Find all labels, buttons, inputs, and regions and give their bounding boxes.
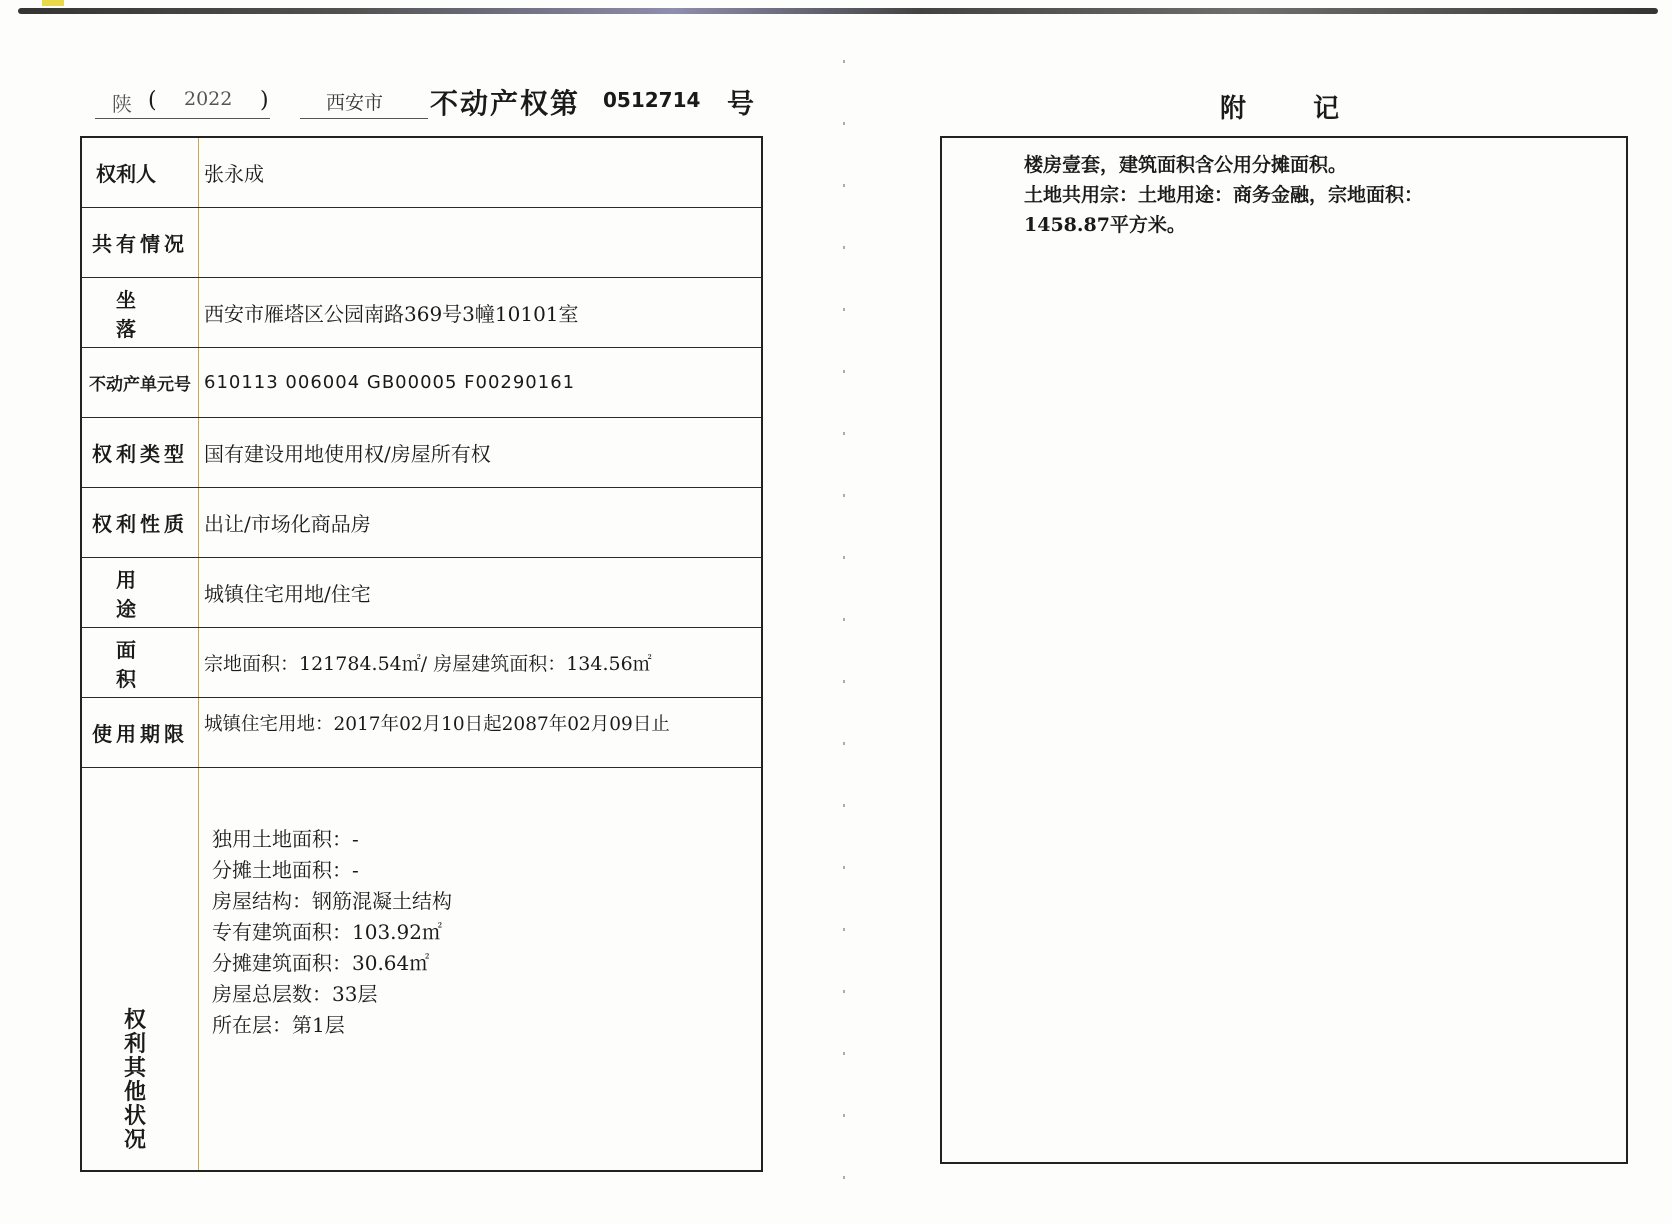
other-rights-line: 房屋结构：钢筋混凝土结构 bbox=[212, 889, 452, 913]
row-value: 宗地面积：121784.54㎡/ 房屋建筑面积：134.56㎡ bbox=[204, 653, 652, 675]
notes-text bbox=[1024, 150, 1423, 240]
row-value: 城镇住宅用地：2017年02月10日起2087年02月09日止 bbox=[204, 714, 670, 735]
row-label bbox=[82, 558, 199, 627]
notes-title bbox=[1220, 88, 1339, 125]
row-label-text: 用途 bbox=[116, 567, 170, 621]
row-label bbox=[82, 278, 199, 347]
header-city: 西安市 bbox=[326, 92, 384, 114]
row-owner bbox=[82, 138, 761, 208]
other-rights-line: 分摊建筑面积：30.64㎡ bbox=[212, 951, 430, 975]
notes-box bbox=[940, 136, 1628, 1164]
row-usage bbox=[82, 558, 761, 628]
certificate-table bbox=[80, 136, 763, 1172]
row-label-text: 共有情况 bbox=[92, 232, 188, 256]
header-right-paren: ) bbox=[260, 88, 269, 113]
header-hao: 号 bbox=[727, 89, 754, 120]
other-rights-list bbox=[212, 824, 452, 1041]
row-label bbox=[82, 138, 199, 207]
header-underline bbox=[300, 118, 428, 119]
row-value: 出让/市场化商品房 bbox=[204, 512, 371, 536]
row-label-text: 权利人 bbox=[96, 162, 156, 186]
notes-line: 1458.87平方米。 bbox=[1024, 214, 1186, 236]
row-label bbox=[82, 488, 199, 557]
row-label-text: 面积 bbox=[116, 637, 170, 691]
scan-top-mark bbox=[42, 0, 64, 6]
row-use-period bbox=[82, 698, 761, 768]
other-rights-label: 权利其他状况 bbox=[123, 1007, 146, 1153]
row-label-text: 权利性质 bbox=[92, 512, 188, 536]
header-title: 不动产权第 bbox=[430, 87, 581, 120]
row-location bbox=[82, 278, 761, 348]
row-value bbox=[204, 208, 755, 277]
row-value: 西安市雁塔区公园南路369号3幢10101室 bbox=[204, 302, 579, 326]
other-rights-line: 所在层：第1层 bbox=[212, 1013, 345, 1037]
row-area bbox=[82, 628, 761, 698]
row-other-rights bbox=[82, 768, 761, 1170]
row-co-ownership bbox=[82, 208, 761, 278]
other-rights-line: 独用土地面积：- bbox=[212, 827, 359, 851]
row-label-text: 使用期限 bbox=[92, 722, 188, 746]
row-right-type bbox=[82, 418, 761, 488]
other-rights-line: 专有建筑面积：103.92㎡ bbox=[212, 920, 442, 944]
row-value: 国有建设用地使用权/房屋所有权 bbox=[204, 442, 491, 466]
header-province: 陕 bbox=[112, 92, 132, 116]
notes-line: 土地共用宗：土地用途：商务金融，宗地面积： bbox=[1024, 184, 1424, 206]
page-gutter bbox=[843, 60, 845, 1210]
header-year: 2022 bbox=[184, 88, 233, 110]
scan-top-edge bbox=[18, 8, 1658, 14]
certificate-header bbox=[0, 84, 840, 120]
header-underline bbox=[95, 118, 270, 119]
row-label bbox=[82, 698, 199, 767]
row-value: 张永成 bbox=[204, 162, 264, 186]
row-label-text: 不动产单元号 bbox=[89, 375, 191, 395]
row-right-nature bbox=[82, 488, 761, 558]
row-unit-number bbox=[82, 348, 761, 418]
row-label-text: 权利类型 bbox=[92, 442, 188, 466]
row-label bbox=[82, 348, 199, 417]
row-label bbox=[82, 628, 199, 697]
notes-title-b: 记 bbox=[1313, 94, 1340, 124]
header-left-paren: ( bbox=[148, 88, 157, 113]
notes-title-a: 附 bbox=[1220, 94, 1247, 124]
other-rights-line: 分摊土地面积：- bbox=[212, 858, 359, 882]
row-label bbox=[82, 208, 199, 277]
header-cert-number: 0512714 bbox=[603, 88, 701, 112]
row-value: 城镇住宅用地/住宅 bbox=[204, 582, 371, 606]
other-rights-line: 房屋总层数：33层 bbox=[212, 982, 378, 1006]
row-label-text: 坐落 bbox=[116, 287, 170, 341]
row-value: 610113 006004 GB00005 F00290161 bbox=[204, 372, 576, 393]
notes-line: 楼房壹套，建筑面积含公用分摊面积。 bbox=[1024, 154, 1348, 176]
row-label bbox=[82, 418, 199, 487]
